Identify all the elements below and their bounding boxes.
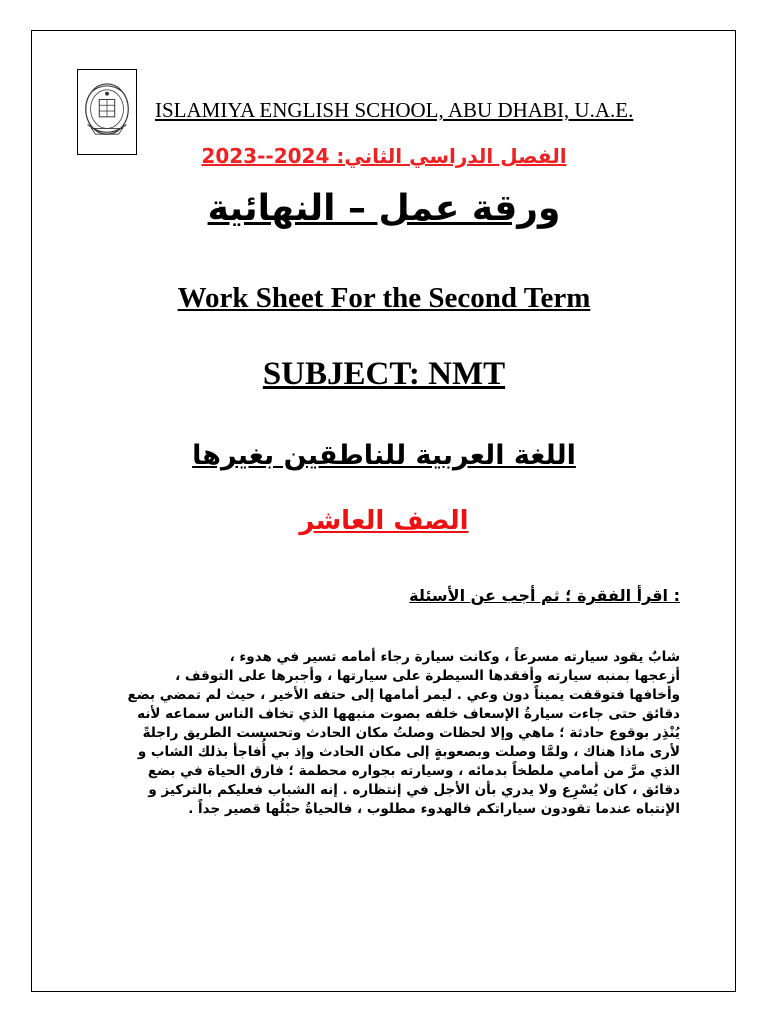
reading-passage <box>127 648 680 819</box>
school-crest-icon <box>77 69 137 155</box>
reading-instruction: : اقرأ الفقرة ؛ ثم أجب عن الأسئلة <box>409 586 680 605</box>
passage-line: الإنتباه عندما تقودون سياراتكم فالهدوء مطلوب ، فالحياةُ حبْلُها قصير جداً . <box>188 801 680 817</box>
subject-heading: SUBJECT: NMT <box>262 356 506 392</box>
passage-line: دقائق ، كان يُسْرِع ولا يدري بأن الأجل في إنتظاره . إنه الشباب فعليكم بالتركيز و <box>148 782 680 798</box>
passage-line: شابٌ يقود سيارته مسرعاً ، وكانت سيارة رجاء أمامه تسير في هدوء ، <box>229 649 680 665</box>
passage-line: وأخافها فتوقفت يميناً دون وعي . ليمر أمامها إلى حتفه الأخير ، حيث لم تمضي بضع <box>127 687 680 703</box>
worksheet-arabic-title: ورقة عمل – النهائية <box>207 188 561 229</box>
grade-arabic-heading: الصف العاشر <box>299 506 469 536</box>
language-arabic-heading: اللغة العربية للناطقين بغيرها <box>192 440 576 471</box>
school-name: ISLAMIYA ENGLISH SCHOOL, ABU DHABI, U.A.E. <box>155 98 634 122</box>
passage-line: دقائق حتى جاءت سيارةُ الإسعاف خلفه بصوت منبهها الذي تخاف الناس سماعه لأنه <box>137 706 680 722</box>
passage-line: يُنْذِر بوقوع حادثة ؛ ماهي وإلا لحظات وصلتُ مكان الحادث وتحسست الطريق راجلةً <box>142 725 680 741</box>
term-arabic-heading: الفصل الدراسي الثاني: 2024--2023 <box>201 144 567 168</box>
worksheet-english-title: Work Sheet For the Second Term <box>177 282 591 314</box>
passage-line: الذي مرَّ من أمامي ملطخاً بدمائه ، وسيارته بجواره محطمة ؛ فارق الحياة في بضع <box>147 763 680 779</box>
passage-line: لأرى ماذا هناك ، ولمَّا وصلت وبصعوبةٍ إلى مكان الحادث وإذ بي أُفاجأ بذلك الشاب و <box>137 744 680 760</box>
passage-line: أزعجها بمنبه سيارته وأفقدها السيطرة على سيارتها ، وأجبرها على التوقف ، <box>175 668 680 684</box>
